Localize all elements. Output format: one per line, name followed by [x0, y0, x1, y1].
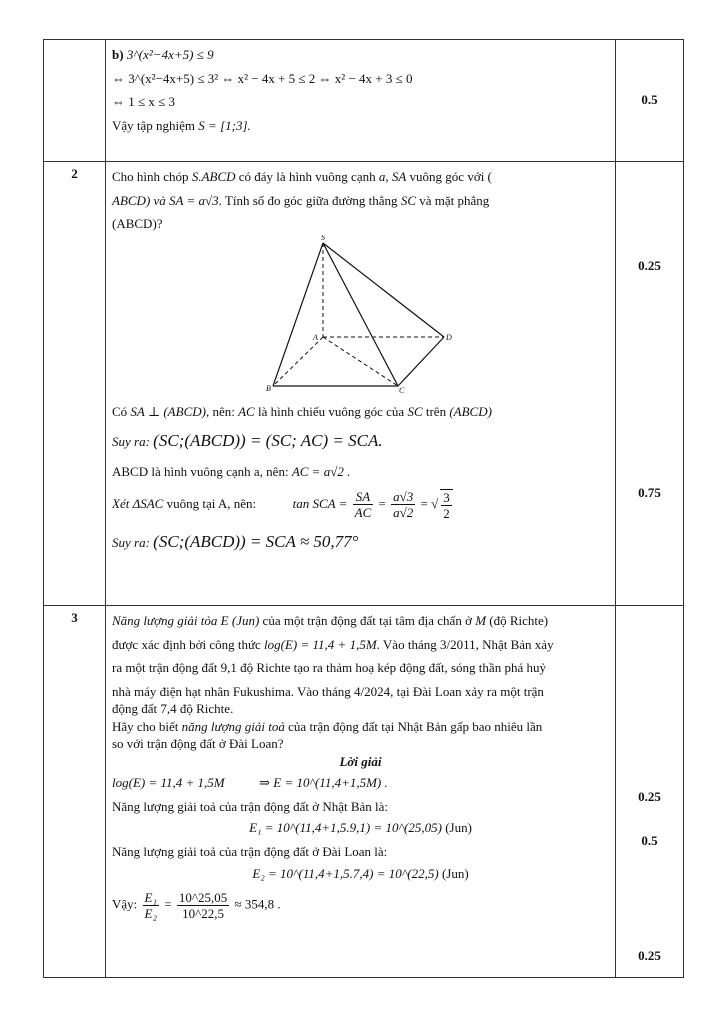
frac-e1-e2: $\frac{\text{E₁}}{\text{E₂}}$ — [144, 890, 157, 922]
edge-sc — [323, 243, 398, 386]
problem-line-1: Cho hình chóp S.ABCD có đáy là hình vuông cạnh a, SA vuông góc với ( — [112, 169, 492, 184]
sol-line-2: Năng lượng giải toả của trận động đất ở Nhật Bản là: — [112, 798, 389, 814]
score-value: 0.5 — [641, 833, 658, 848]
row-b — [44, 40, 684, 162]
score-value: 0.25 — [638, 948, 661, 963]
solution-table — [43, 39, 684, 978]
step-3: ABCD là hình vuông cạnh a, nên: AC = a√2 . — [112, 464, 351, 480]
b-line-1: b) 3^(x²−4x+5) ≤ 9 — [112, 47, 214, 62]
p3-line-5: động đất 7,4 độ Richte. — [112, 701, 234, 717]
step-5: Suy ra: (SC;(ABCD)) = SCA ≈ 50,77° — [112, 531, 359, 551]
problem-line-3: (ABCD)? — [112, 216, 163, 232]
edge-ac — [323, 337, 398, 386]
sol-line-3: E₁ = 10^(11,4+1,5.9,1) = 10^(25,05) (Jun) — [249, 820, 472, 836]
label-c: C — [399, 385, 405, 395]
step-2: Suy ra: (SC;(ABCD)) = (SC; AC) = SCA. — [112, 431, 383, 451]
pyramid-figure — [112, 235, 610, 395]
sol-line-5: E₂ = 10^(11,4+1,5.7,4) = 10^(22,5) (Jun) — [252, 865, 469, 881]
score-value: 0.5 — [641, 92, 658, 107]
row-number: 3 — [44, 606, 106, 978]
row-content — [106, 40, 616, 162]
row-number: 2 — [44, 162, 106, 606]
edge-cd — [398, 337, 444, 386]
p3-line-2: được xác định bởi công thức log(E) = 11,4 + 1,5M. Vào tháng 3/2011, Nhật Bản xảy — [112, 636, 554, 652]
b-line-3: ⇔ 1 ≤ x ≤ 3 — [112, 94, 176, 110]
score-cell — [616, 40, 684, 162]
p3-line-4: nhà máy điện hạt nhân Fukushima. Vào tháng 4/2024, tại Đài Loan xảy ra một trận — [112, 683, 544, 699]
score-cell — [616, 162, 684, 606]
p3-line-1: Năng lượng giải tỏa E (Jun) của một trận động đất tại tâm địa chấn ở M (độ Richte) — [112, 613, 549, 628]
sol-line-6: Vậy: $\frac{\text{E₁}}{\text{E₂}}$ = $\frac{10\^{}25,05}{10\^{}22,5}$ ≈ 354,8 . — [112, 890, 281, 922]
solution-title: Lời giải — [339, 753, 382, 769]
sol-line-4: Năng lượng giải toả của trận động đất ở Đài Loan là: — [112, 844, 388, 860]
b-line-2: ⇔ 3^(x²−4x+5) ≤ 3² ⇔ x² − 4x + 5 ≤ 2 ⇔ x² − 4x + 3 ≤ 0 — [112, 70, 413, 86]
row-content — [106, 162, 616, 606]
label-d: D — [446, 332, 452, 342]
edge-ab — [273, 337, 323, 386]
score-value: 0.25 — [638, 789, 661, 804]
row-number — [44, 40, 106, 162]
score-value: 0.25 — [638, 258, 661, 273]
frac-a3-a2: $\frac{a√3}{a√2}$ — [393, 489, 414, 521]
sol-line-1: log(E) = 11,4 + 1,5M ⇒ E = 10^(11,4+1,5M) . — [112, 775, 388, 791]
frac-powers: $\frac{10\^{}25,05}{10\^{}22,5}$ — [178, 890, 228, 922]
score-value: 0.75 — [638, 485, 661, 500]
edge-sd — [323, 243, 444, 337]
label-a: A — [313, 332, 318, 342]
row-2 — [44, 162, 684, 606]
frac-sa-ac: $\frac{SA}{AC}$ — [354, 489, 372, 521]
step-4: Xét ΔSAC vuông tại A, nên: tan SCA = $\frac{SA}{AC}$ = $\frac{a√3}{a√2}$ = √ $\frac{3}{2}$ — [112, 489, 609, 521]
edge-sb — [273, 243, 323, 386]
question: Hãy cho biết năng lượng giải toả của trận động đất tại Nhật Bản gấp bao nhiêu lần so với trận động đất ở Đài Loan? — [112, 718, 543, 752]
score-cell — [616, 606, 684, 978]
frac-3-2: $\frac{3}{2}$ — [440, 489, 453, 521]
label-b: B — [266, 383, 271, 393]
step-1: Có SA ⊥ (ABCD), nên: AC là hình chiếu vuông góc của SC trên (ABCD) — [112, 403, 492, 419]
row-content — [106, 606, 616, 978]
problem-line-2: ABCD) và SA = a√3. Tính số đo góc giữa đường thẳng SC và mặt phẳng — [112, 192, 490, 208]
row-3 — [44, 606, 684, 978]
b-line-4: Vậy tập nghiệm S = [1;3]. — [112, 117, 251, 133]
p3-line-3: ra một trận động đất 9,1 độ Richte tạo ra thảm hoạ kép động đất, sóng thần phá huỷ — [112, 660, 546, 676]
label-s: S — [321, 234, 325, 242]
